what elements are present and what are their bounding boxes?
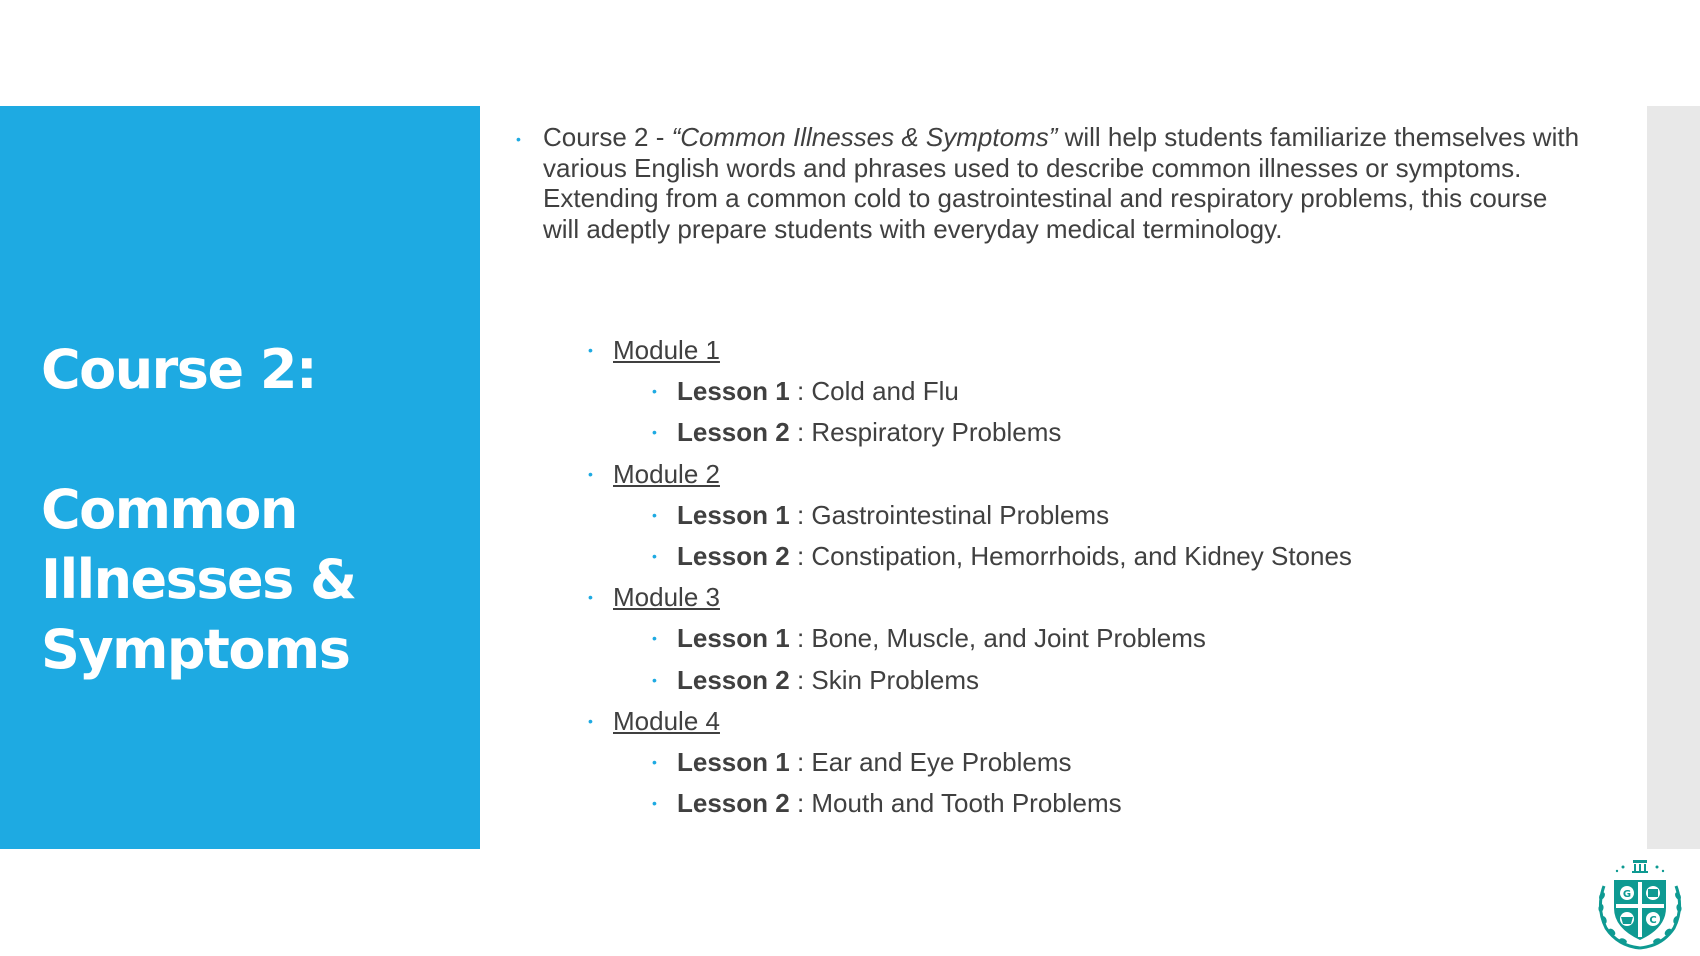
logo-letter-g: G — [1622, 889, 1632, 900]
title-line-3: Illnesses & — [41, 548, 356, 611]
bullet-icon: • — [652, 424, 657, 441]
school-crest-logo — [1590, 856, 1690, 952]
lesson-title: Cold and Flu — [811, 376, 959, 407]
lesson-label: Lesson 1 — [677, 499, 790, 530]
lesson-title: Respiratory Problems — [811, 417, 1062, 448]
module-label: Module 3 — [613, 582, 720, 613]
bullet-icon: • — [652, 630, 657, 647]
lesson-title: Constipation, Hemorrhoids, and Kidney Stones — [811, 541, 1352, 572]
lesson-title: Bone, Muscle, and Joint Problems — [811, 623, 1206, 654]
lesson-title: Skin Problems — [811, 664, 980, 695]
bullet-icon: • — [652, 383, 657, 400]
lesson-separator: : — [789, 788, 812, 819]
lesson-title: Mouth and Tooth Problems — [811, 788, 1122, 819]
slide-title — [41, 335, 471, 685]
bullet-icon: • — [652, 548, 657, 565]
lesson-separator: : — [789, 376, 812, 407]
lesson-title: Ear and Eye Problems — [811, 747, 1072, 778]
side-strip — [1647, 106, 1700, 849]
module-list — [513, 330, 1352, 824]
lesson-label: Lesson 1 — [677, 376, 790, 407]
slide-content — [513, 122, 1623, 819]
lesson-separator: : — [789, 499, 812, 530]
module-item — [513, 701, 1352, 742]
module-item — [513, 454, 1352, 495]
intro-prefix: Course 2 - — [543, 122, 672, 152]
lesson-item — [513, 742, 1352, 783]
lesson-item — [513, 618, 1352, 659]
module-label: Module 1 — [613, 335, 720, 365]
lesson-item — [513, 495, 1352, 536]
lesson-item — [513, 660, 1352, 701]
lesson-separator: : — [789, 541, 812, 572]
title-line-4: Symptoms — [41, 618, 350, 681]
bullet-icon: • — [588, 712, 593, 729]
lesson-label: Lesson 2 — [677, 417, 790, 448]
intro-paragraph — [513, 122, 1583, 244]
lesson-label: Lesson 2 — [677, 788, 790, 819]
bullet-icon: • — [652, 795, 657, 812]
module-item — [513, 577, 1352, 618]
module-item — [513, 330, 1352, 371]
lesson-title: Gastrointestinal Problems — [811, 499, 1110, 530]
logo-letter-c: C — [1649, 915, 1657, 926]
intro-course-name: “Common Illnesses & Symptoms” — [671, 122, 1058, 152]
module-label: Module 4 — [613, 705, 720, 736]
lesson-item — [513, 412, 1352, 453]
bullet-icon: • — [516, 131, 521, 147]
bullet-icon: • — [588, 589, 593, 606]
bullet-icon: • — [652, 506, 657, 523]
lesson-label: Lesson 2 — [677, 541, 790, 572]
bullet-icon: • — [652, 754, 657, 771]
title-line-2: Common — [41, 478, 297, 541]
bullet-icon: • — [652, 671, 657, 688]
lesson-label: Lesson 1 — [677, 747, 790, 778]
lesson-separator: : — [789, 417, 812, 448]
module-label: Module 2 — [613, 458, 720, 489]
lesson-separator: : — [789, 664, 812, 695]
lesson-item — [513, 783, 1352, 824]
lesson-item — [513, 536, 1352, 577]
lesson-separator: : — [789, 623, 812, 654]
lesson-label: Lesson 1 — [677, 623, 790, 654]
title-spacer — [41, 405, 471, 475]
bullet-icon: • — [588, 465, 593, 482]
lesson-item — [513, 371, 1352, 412]
lesson-separator: : — [789, 747, 812, 778]
bullet-icon: • — [588, 342, 593, 358]
lesson-label: Lesson 2 — [677, 664, 790, 695]
intro-text: will help students familiarize themselves with various English words and phrases used to describe common illnesses or symptoms. Extending from a common cold to gastrointestinal and respiratory problems, this course will adeptly prepare students with everyday medical terminology. — [543, 122, 1580, 244]
title-line-1: Course 2: — [41, 338, 317, 401]
